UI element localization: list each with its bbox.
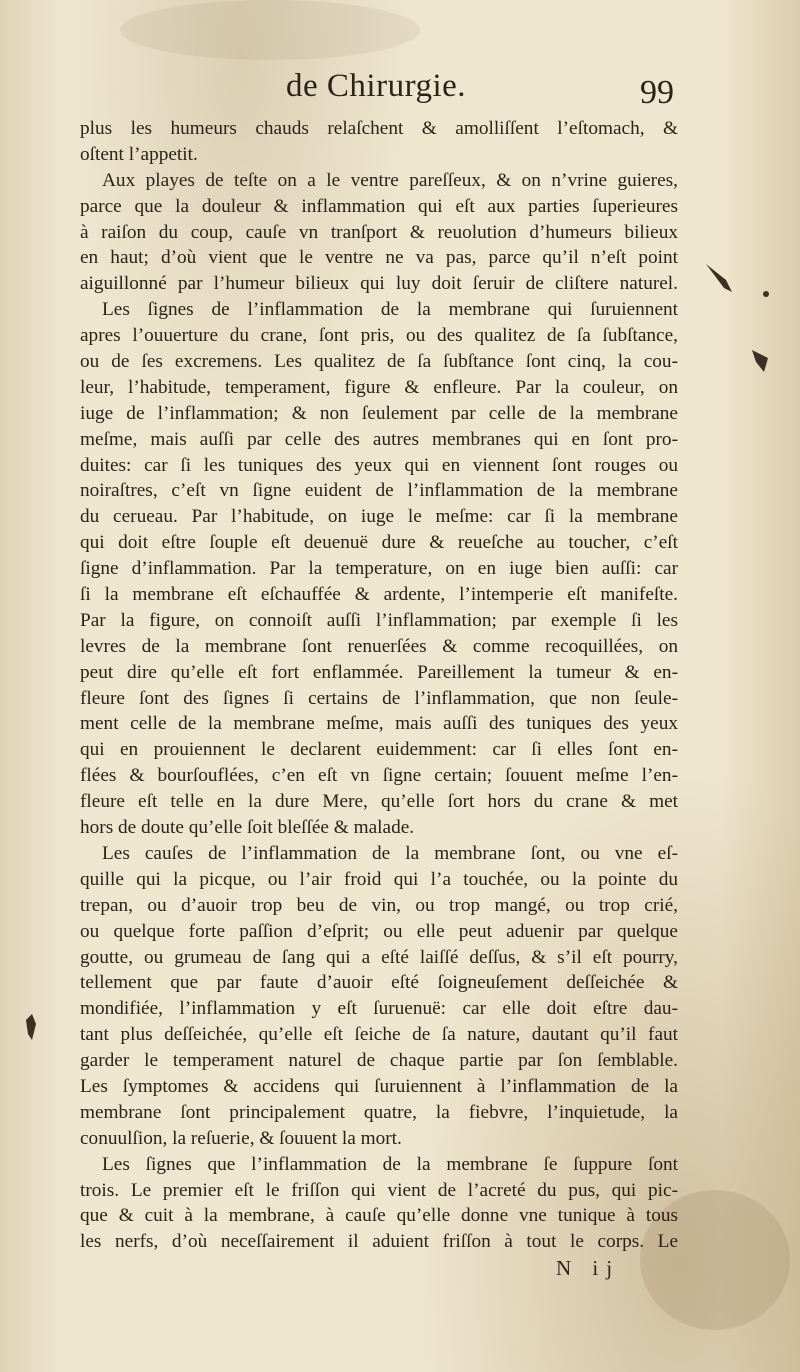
text-line: plus les humeurs chauds relaſchent & amolliſſent l’eſtomach, & (80, 118, 678, 139)
text-line: Les cauſes de l’inflammation de la membrane ſont, ou vne eſ- (102, 842, 678, 864)
text-line: garder le temperament naturel de chaque partie par ſon ſemblable. (80, 1050, 678, 1072)
text-line: ou quelque forte paſſion d’eſprit; ou elle peut aduenir par quelque (80, 920, 678, 942)
text-line: les nerfs, d’où neceſſairement il aduient friſſon à tout le corps. Le (80, 1231, 678, 1253)
text-line: ment celle de la membrane meſme, mais auſſi des tuniques des yeux (80, 713, 678, 735)
paper-stain (120, 0, 420, 60)
text-line: noiraſtres, c’eſt vn ſigne euident de l’inflammation de la membrane (80, 480, 678, 502)
text-line: membrane ſont principalement quatre, la fiebvre, l’inquietude, la (80, 1101, 678, 1123)
running-head: de Chirurgie. (286, 68, 467, 104)
text-line: en haut; d’où vient que le ventre ne va pas, parce qu’il n’eſt point (80, 247, 678, 269)
text-line: conuulſion, la reſuerie, & ſouuent la mort. (80, 1127, 402, 1149)
text-line: quille qui la picque, ou l’air froid qui l’a touchée, ou la pointe du (80, 868, 678, 890)
text-line: fleure ſont des ſignes ſi certains de l’inflammation, que non ſeule- (80, 687, 678, 709)
text-line: qui en prouiennent le declarent euidemment: car ſi elles ſont en- (80, 739, 678, 761)
text-line: du cerueau. Par l’habitude, on iuge le meſme: car ſi la membrane (80, 506, 678, 528)
text-line: Les ſignes de l’inflammation de la membrane qui ſuruiennent (102, 299, 678, 321)
body-text (80, 116, 678, 1255)
text-line: leur, l’habitude, temperament, figure & enfleure. Par la couleur, on (80, 376, 678, 398)
text-line: ſigne d’inflammation. Par la temperature, on en iuge bien auſſi: car (80, 558, 678, 580)
text-line: duites: car ſi les tuniques des yeux qui en viennent ſont rouges ou (80, 454, 678, 476)
text-line: Par la figure, on connoiſt auſſi l’inflammation; par exemple ſi les (80, 609, 678, 631)
margin-ink-mark (702, 258, 772, 378)
text-line: flées & bourſouflées, c’en eſt vn ſigne certain; ſouuent meſme l’en- (80, 765, 678, 787)
text-line: levres de la membrane ſont renuerſées & comme recoquillées, on (80, 635, 678, 657)
text-line: hors de doute qu’elle ſoit bleſſée & malade. (80, 817, 415, 839)
text-line: qui doit eſtre ſouple eſt deuenuë dure & reueſche au toucher, c’eſt (80, 532, 678, 554)
text-line: Les ſymptomes & accidens qui ſuruiennent à l’inflammation de la (80, 1075, 678, 1097)
text-line: Les ſignes que l’inflammation de la membrane ſe ſuppure ſont (102, 1153, 678, 1175)
text-line: parce que la douleur & inflammation qui eſt aux parties ſuperieures (80, 195, 678, 217)
text-line: fleure eſt telle en la dure Mere, qu’elle ſort hors du crane & met (80, 791, 678, 813)
text-line: meſme, mais auſſi par celle des autres membranes qui en ſont pro- (80, 428, 678, 450)
text-line: mondifiée, l’inflammation y eſt ſuruenuë: car elle doit eſtre dau- (80, 998, 678, 1020)
signature-mark: N ij (556, 1256, 621, 1280)
text-line: apres l’ouuerture du crane, ſont pris, ou des qualitez de ſa ſubſtance, (80, 325, 678, 347)
text-line: que & cuit à la membrane, à cauſe qu’elle donne vne tunique à tous (80, 1205, 678, 1227)
text-line: tant plus deſſeichée, qu’elle eſt ſeiche de ſa nature, dautant qu’il faut (80, 1024, 678, 1046)
margin-ink-mark (22, 1010, 46, 1050)
text-line: goutte, ou grumeau de ſang qui a eſté laiſſé deſſus, & s’il eſt pourry, (80, 946, 678, 968)
text-line: iuge de l’inflammation; & non ſeulement par celle de la membrane (80, 402, 678, 424)
page-number: 99 (640, 74, 674, 111)
text-line: ou de ſes excremens. Les qualitez de ſa ſubſtance ſont cinq, la cou- (80, 351, 678, 373)
text-line: Aux playes de teſte on a le ventre pareſſeux, & on n’vrine guieres, (102, 169, 678, 191)
text-line: tellement que par faute d’auoir eſté ſoigneuſement deſſeichée & (80, 972, 678, 994)
text-line: peut dire qu’elle eſt fort enflammée. Pareillement la tumeur & en- (80, 661, 678, 683)
text-line: trepan, ou d’auoir trop beu de vin, ou trop mangé, ou trop crié, (80, 894, 678, 916)
text-line: à raiſon du coup, cauſe vn tranſport & reuolution d’humeurs bilieux (80, 221, 678, 243)
text-line: trois. Le premier eſt le friſſon qui vient de l’acreté du pus, qui pic- (80, 1179, 678, 1201)
text-line: ſi la membrane eſt eſchauffée & ardente, l’intemperie eſt manifeſte. (80, 584, 678, 606)
text-line: aiguillonné par l’humeur bilieux qui luy doit ſeruir de cliſtere naturel. (80, 273, 678, 295)
text-line: oſtent l’appetit. (80, 143, 198, 165)
